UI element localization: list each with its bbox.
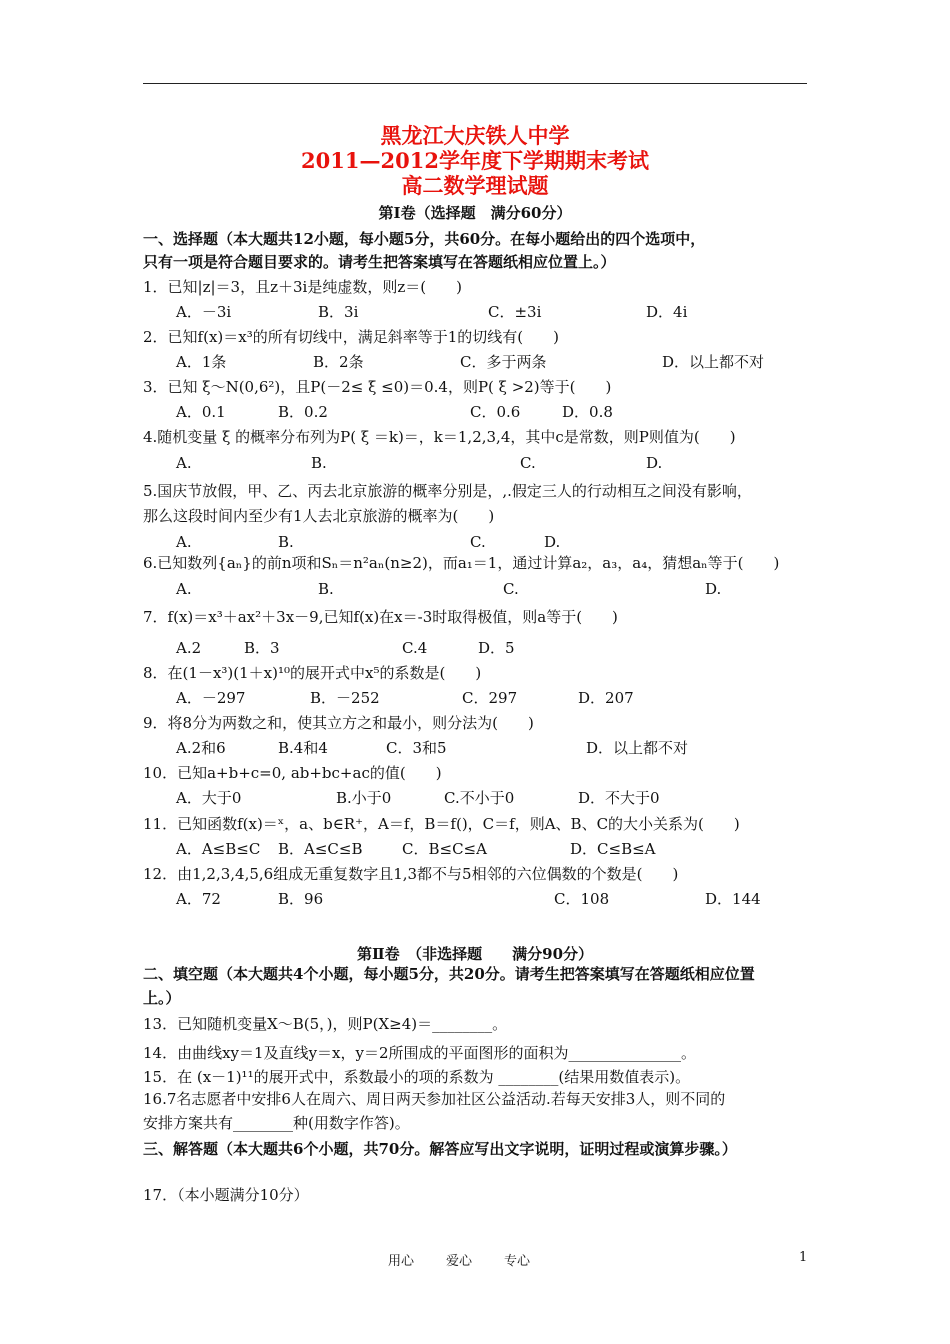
q6-option-a: A. <box>176 580 192 598</box>
question-11-stem: 11．已知函数f(x)＝ˣ，a、b∈R⁺，A＝f，B＝f()，C＝f，则A、B、C的大小关系为( ) <box>143 815 740 833</box>
q1-option-d: D．4i <box>646 303 688 321</box>
q5-option-c: C. <box>470 533 486 551</box>
choice-section-header-cont: 只有一项是符合题目要求的。请考生把答案填写在答题纸相应位置上。） <box>143 253 616 271</box>
question-12-stem: 12．由1,2,3,4,5,6组成无重复数字且1,3都不与5相邻的六位偶数的个数是( ) <box>143 865 679 883</box>
q8-option-b: B．－252 <box>310 689 380 707</box>
choice-section-header: 一、选择题（本大题共12小题，每小题5分，共60分。在每小题给出的四个选项中， <box>143 230 706 248</box>
footer-slogan-2: 爱心 <box>446 1254 473 1269</box>
fill-section-header-cont: 上。） <box>143 989 181 1007</box>
question-3-stem: 3．已知 ξ～N(0,6²)，且P(－2≤ ξ ≤0)＝0.4，则P( ξ >2)等于( ) <box>143 378 612 396</box>
q12-option-b: B．96 <box>278 890 324 908</box>
q3-option-a: A．0.1 <box>176 403 226 421</box>
q7-option-b: B．3 <box>244 639 280 657</box>
question-13: 13．已知随机变量X～B(5，)，则P(X≥4)＝________。 <box>143 1015 508 1033</box>
q9-option-d: D．以上都不对 <box>586 739 689 757</box>
q4-option-b: B. <box>311 454 327 472</box>
q6-option-b: B. <box>318 580 334 598</box>
q9-option-a: A.2和6 <box>176 739 226 757</box>
q6-option-d: D. <box>705 580 722 598</box>
question-4-stem: 4.随机变量 ξ 的概率分布列为P( ξ ＝k)＝，k＝1,2,3,4，其中c是常数，则P则值为( ) <box>143 428 736 446</box>
q9-option-c: C．3和5 <box>386 739 447 757</box>
question-16-cont: 安排方案共有________种(用数字作答)。 <box>143 1114 410 1132</box>
header-rule <box>143 83 807 84</box>
question-17: 17．（本小题满分10分） <box>143 1186 309 1204</box>
q12-option-d: D．144 <box>705 890 761 908</box>
q1-option-c: C．±3i <box>488 303 542 321</box>
q12-option-a: A．72 <box>176 890 221 908</box>
q3-option-b: B．0.2 <box>278 403 328 421</box>
subject-title: 高二数学理试题 <box>401 173 549 198</box>
solve-section-header: 三、解答题（本大题共6个小题，共70分。解答应写出文字说明，证明过程或演算步骤。） <box>143 1140 737 1158</box>
footer-slogan-3: 专心 <box>504 1254 531 1269</box>
question-8-stem: 8．在(1－x³)(1＋x)¹⁰的展开式中x⁵的系数是( ) <box>143 664 482 682</box>
q9-option-b: B.4和4 <box>278 739 328 757</box>
question-1-stem: 1．已知|z|＝3，且z＋3i是纯虚数，则z＝( ) <box>143 278 462 296</box>
part1-title: 第Ⅰ卷（选择题 满分60分） <box>378 204 572 222</box>
question-15: 15．在 (x－1)¹¹的展开式中，系数最小的项的系数为 ________(结果用数值表示)。 <box>143 1068 691 1086</box>
q11-option-d: D．C≤B≤A <box>570 840 656 858</box>
q4-option-a: A. <box>176 454 192 472</box>
q10-option-b: B.小于0 <box>336 789 392 807</box>
q2-option-c: C．多于两条 <box>460 353 547 371</box>
q1-option-a: A．－3i <box>176 303 232 321</box>
q5-option-b: B. <box>278 533 294 551</box>
question-10-stem: 10．已知a+b+c=0, ab+bc+ac的值( ) <box>143 764 442 782</box>
question-14: 14．由曲线xy＝1及直线y＝x，y＝2所围成的平面图形的面积为_______________。 <box>143 1044 697 1062</box>
q11-option-b: B．A≤C≤B <box>278 840 363 858</box>
q7-option-a: A.2 <box>176 639 202 657</box>
question-6-stem: 6.已知数列{aₙ}的前n项和Sₙ＝n²aₙ(n≥2)，而a₁＝1，通过计算a₂，a₃，a₄，猜想aₙ等于( ) <box>143 554 780 572</box>
q2-option-b: B．2条 <box>313 353 364 371</box>
q4-option-c: C. <box>520 454 536 472</box>
q8-option-c: C．297 <box>462 689 518 707</box>
q3-option-c: C．0.6 <box>470 403 521 421</box>
exam-title: 2011—2012学年度下学期期末考试 <box>301 148 649 173</box>
q12-option-c: C．108 <box>554 890 610 908</box>
part2-title: 第Ⅱ卷 （非选择题 满分90分） <box>356 945 594 963</box>
q10-option-d: D．不大于0 <box>578 789 660 807</box>
q8-option-a: A．－297 <box>176 689 246 707</box>
q7-option-d: D．5 <box>478 639 515 657</box>
question-16: 16.7名志愿者中安排6人在周六、周日两天参加社区公益活动.若每天安排3人，则不同的 <box>143 1090 726 1108</box>
q10-option-c: C.不小于0 <box>444 789 515 807</box>
question-9-stem: 9．将8分为两数之和，使其立方之和最小，则分法为( ) <box>143 714 534 732</box>
page-number: 1 <box>799 1250 808 1265</box>
school-title: 黑龙江大庆铁人中学 <box>380 123 570 148</box>
q5-option-a: A. <box>176 533 192 551</box>
q3-option-d: D．0.8 <box>562 403 613 421</box>
question-2-stem: 2．已知f(x)＝x³的所有切线中，满足斜率等于1的切线有( ) <box>143 328 559 346</box>
question-7-stem: 7．f(x)＝x³＋ax²＋3x－9,已知f(x)在x＝-3时取得极值，则a等于( ) <box>143 608 618 626</box>
q11-option-c: C．B≤C≤A <box>402 840 487 858</box>
q7-option-c: C.4 <box>402 639 428 657</box>
q6-option-c: C. <box>503 580 519 598</box>
q2-option-d: D．以上都不对 <box>662 353 765 371</box>
fill-section-header: 二、填空题（本大题共4个小题，每小题5分，共20分。请考生把答案填写在答题纸相应位置 <box>143 965 755 983</box>
q8-option-d: D．207 <box>578 689 634 707</box>
footer-slogan-1: 用心 <box>388 1254 415 1269</box>
q10-option-a: A．大于0 <box>176 789 242 807</box>
q1-option-b: B．3i <box>318 303 359 321</box>
q4-option-d: D. <box>646 454 663 472</box>
q11-option-a: A．A≤B≤C <box>176 840 261 858</box>
q2-option-a: A．1条 <box>176 353 227 371</box>
question-5-stem-cont: 那么这段时间内至少有1人去北京旅游的概率为( ) <box>143 507 495 525</box>
q5-option-d: D. <box>544 533 561 551</box>
question-5-stem: 5.国庆节放假，甲、乙、丙去北京旅游的概率分别是，,.假定三人的行动相互之间没有影响， <box>143 482 752 500</box>
